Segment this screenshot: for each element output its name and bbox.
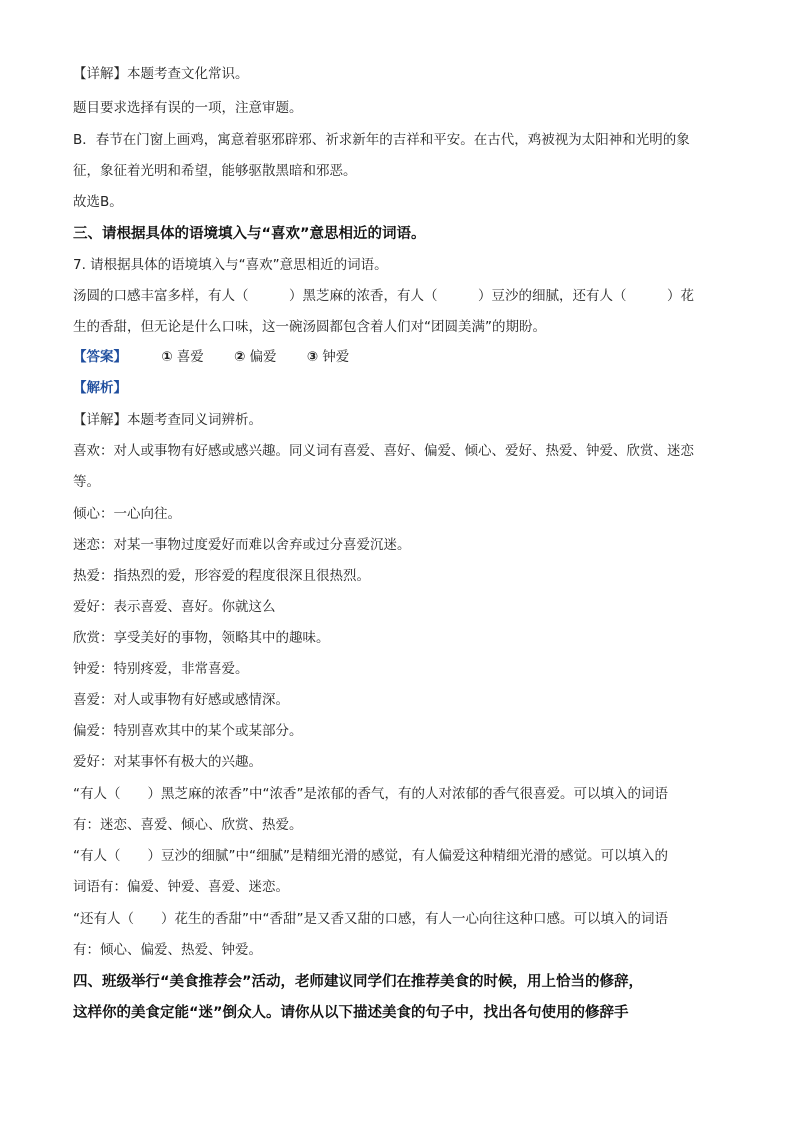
answer-label: 【答案】 — [73, 349, 127, 365]
detail-heading-culture: 【详解】本题考查文化常识。 — [73, 66, 249, 82]
analysis-blank-2-line-1: “有人（ ）豆沙的细腻”中“细腻”是精细光滑的感觉，有人偏爱这种精细光滑的感觉。可以填入的 — [73, 848, 668, 864]
section-4-heading-line-1: 四、班级举行“美食推荐会”活动，老师建议同学们在推荐美食的时候，用上恰当的修辞， — [73, 974, 644, 990]
definition-aihao-1: 爱好：表示喜爱、喜好。你就这么 — [73, 599, 276, 615]
analysis-blank-1-line-2: 有：迷恋、喜爱、倾心、欣赏、热爱。 — [73, 817, 303, 833]
answer-number-2: ② — [234, 349, 246, 365]
answer-number-1: ① — [161, 349, 173, 365]
definition-qingxin: 倾心：一心向往。 — [73, 506, 181, 522]
choice-line: 故选B。 — [73, 194, 123, 210]
answer-text-3: 钟爱 — [322, 349, 350, 365]
answer-row — [73, 347, 375, 367]
definition-zhongai: 钟爱：特别疼爱，非常喜爱。 — [73, 661, 249, 677]
definition-xiai: 喜爱：对人或事物有好感或感情深。 — [73, 692, 289, 708]
definition-xinshang: 欣赏：享受美好的事物，领略其中的趣味。 — [73, 630, 330, 646]
definition-milian: 迷恋：对某一事物过度爱好而难以舍弃或过分喜爱沉迷。 — [73, 537, 411, 553]
definition-xihuan-line-1: 喜欢：对人或事物有好感或感兴趣。同义词有喜爱、喜好、偏爱、倾心、爱好、热爱、钟爱、欣赏、迷恋 — [73, 443, 694, 459]
answer-number-3: ③ — [306, 349, 319, 365]
answer-item-2 — [234, 347, 276, 367]
answer-item-3 — [307, 347, 349, 367]
explanation-line-2: 征，象征着光明和希望，能够驱散黑暗和邪恶。 — [73, 163, 357, 179]
analysis-blank-2-line-2: 词语有：偏爱、钟爱、喜爱、迷恋。 — [73, 879, 289, 895]
answer-text-2: 偏爱 — [249, 349, 277, 365]
analysis-blank-3-line-2: 有：倾心、偏爱、热爱、钟爱。 — [73, 942, 262, 958]
answer-item-1 — [161, 347, 203, 367]
detail-heading-synonym: 【详解】本题考查同义词辨析。 — [73, 412, 262, 428]
analysis-blank-3-line-1: “还有人（ ）花生的香甜”中“香甜”是又香又甜的口感，有人一心向往这种口感。可以填入的词语 — [73, 911, 668, 927]
question-7-passage-line-2: 生的香甜，但无论是什么口味，这一碗汤圆都包含着人们对“团圆美满”的期盼。 — [73, 319, 546, 335]
answer-text-1: 喜爱 — [176, 349, 204, 365]
definition-reai: 热爱：指热烈的爱，形容爱的程度很深且很热烈。 — [73, 568, 370, 584]
definition-xihuan-line-2: 等。 — [73, 474, 100, 490]
analysis-label: 【解析】 — [73, 380, 127, 396]
explanation-line-1: B．春节在门窗上画鸡，寓意着驱邪辟邪、祈求新年的吉祥和平安。在古代，鸡被视为太阳神和光明的象 — [73, 132, 690, 148]
question-7-passage-line-1: 汤圆的口感丰富多样，有人（ ）黑芝麻的浓香，有人（ ）豆沙的细腻，还有人（ ）花 — [73, 288, 694, 304]
definition-aihao-2: 爱好：对某事怀有极大的兴趣。 — [73, 754, 262, 770]
analysis-blank-1-line-1: “有人（ ）黑芝麻的浓香”中“浓香”是浓郁的香气，有的人对浓郁的香气很喜爱。可以填入的词语 — [73, 786, 668, 802]
section-4-heading-line-2: 这样你的美食定能“迷”倒众人。请你从以下描述美食的句子中，找出各句使用的修辞手 — [73, 1005, 629, 1021]
section-3-heading: 三、请根据具体的语境填入与“喜欢”意思相近的词语。 — [73, 226, 426, 242]
question-7: 7. 请根据具体的语境填入与“喜欢”意思相近的词语。 — [73, 257, 388, 273]
instruction-line: 题目要求选择有误的一项，注意审题。 — [73, 100, 303, 116]
definition-pianai: 偏爱：特别喜欢其中的某个或某部分。 — [73, 723, 303, 739]
